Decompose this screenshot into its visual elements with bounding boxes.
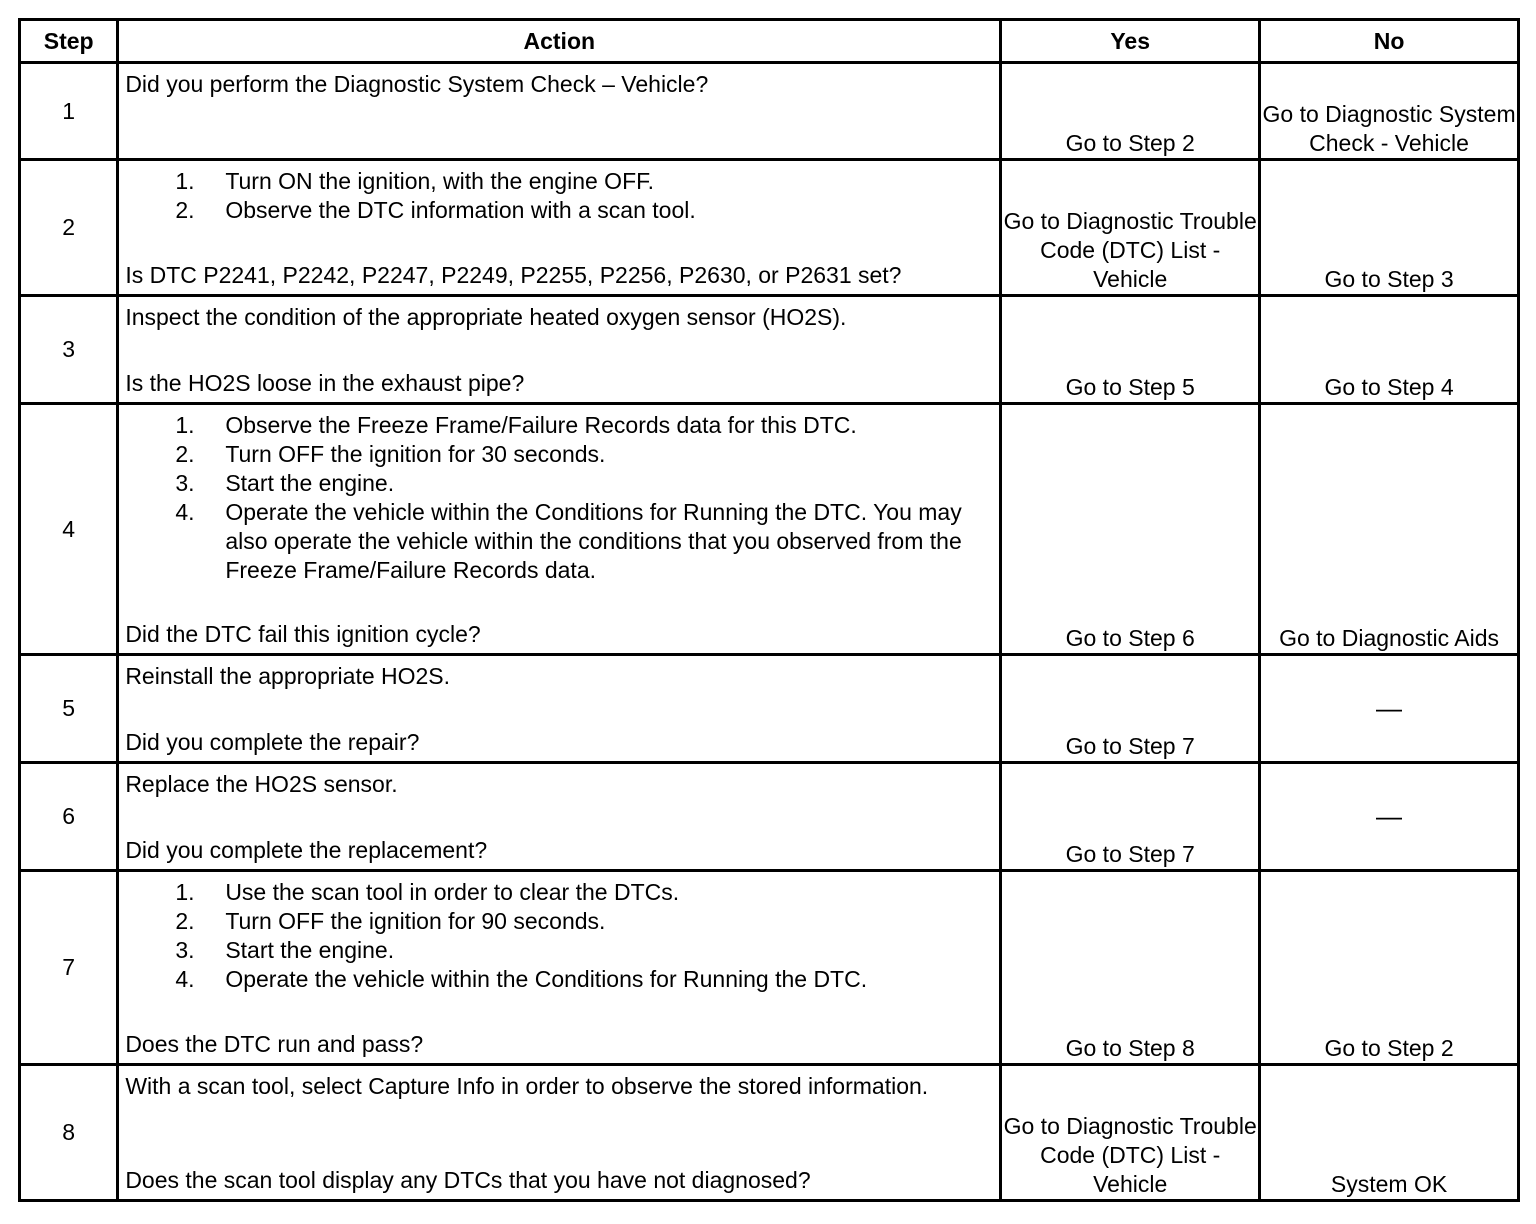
no-result: Go to Diagnostic Aids — [1260, 404, 1519, 655]
list-item-text: Operate the vehicle within the Conditions for Running the DTC. You may also operate the vehicle within the conditions that you observed from the Freeze Frame/Failure Records data. — [225, 499, 962, 583]
yes-result: Go to Step 7 — [1001, 763, 1260, 871]
table-body — [20, 63, 1519, 1201]
table-row — [20, 404, 1519, 655]
header-action: Action — [118, 20, 1001, 63]
action-list-item — [175, 167, 993, 196]
yes-result: Go to Step 5 — [1001, 296, 1260, 404]
action-cell — [118, 404, 1001, 655]
table-row — [20, 296, 1519, 404]
list-item-text: Start the engine. — [225, 937, 395, 963]
diagnostic-table — [18, 18, 1520, 1202]
action-list-item — [175, 498, 993, 585]
action-cell — [118, 296, 1001, 404]
action-cell — [118, 1065, 1001, 1201]
no-result: — — [1260, 763, 1519, 871]
list-item-text: Start the engine. — [225, 470, 395, 496]
step-number: 8 — [20, 1065, 118, 1201]
list-item-number: 2. — [175, 908, 195, 934]
list-item-number: 4. — [175, 966, 195, 992]
action-list — [125, 878, 993, 994]
action-question: Does the scan tool display any DTCs that you have not diagnosed? — [125, 1167, 811, 1193]
action-cell — [118, 63, 1001, 160]
action-question: Did you complete the replacement? — [125, 837, 488, 863]
action-cell — [118, 871, 1001, 1065]
table-row — [20, 763, 1519, 871]
list-item-number: 1. — [175, 168, 195, 194]
table-row — [20, 871, 1519, 1065]
header-step: Step — [20, 20, 118, 63]
yes-result: Go to Step 2 — [1001, 63, 1260, 160]
list-item-text: Observe the Freeze Frame/Failure Records data for this DTC. — [225, 412, 857, 438]
table-row — [20, 655, 1519, 763]
action-instruction: Did you perform the Diagnostic System Check – Vehicle? — [125, 71, 709, 97]
list-item-number: 3. — [175, 470, 195, 496]
list-item-text: Use the scan tool in order to clear the DTCs. — [225, 879, 680, 905]
action-list-item — [175, 411, 993, 440]
action-question: Is the HO2S loose in the exhaust pipe? — [125, 370, 525, 396]
header-row — [20, 20, 1519, 63]
action-question: Did you complete the repair? — [125, 729, 420, 755]
action-list-item — [175, 440, 993, 469]
list-item-number: 2. — [175, 441, 195, 467]
no-result: Go to Diagnostic System Check - Vehicle — [1260, 63, 1519, 160]
action-question: Is DTC P2241, P2242, P2247, P2249, P2255, P2256, P2630, or P2631 set? — [125, 262, 902, 288]
no-result: Go to Step 3 — [1260, 160, 1519, 296]
action-list-item — [175, 907, 993, 936]
action-list-item — [175, 878, 993, 907]
list-item-text: Turn OFF the ignition for 90 seconds. — [225, 908, 606, 934]
yes-result: Go to Step 8 — [1001, 871, 1260, 1065]
yes-result: Go to Step 7 — [1001, 655, 1260, 763]
list-item-text: Observe the DTC information with a scan tool. — [225, 197, 696, 223]
list-item-text: Turn OFF the ignition for 30 seconds. — [225, 441, 606, 467]
action-list-item — [175, 965, 993, 994]
list-item-text: Operate the vehicle within the Conditions for Running the DTC. — [225, 966, 868, 992]
no-result: System OK — [1260, 1065, 1519, 1201]
header-yes: Yes — [1001, 20, 1260, 63]
yes-result: Go to Diagnostic Trouble Code (DTC) List - Vehicle — [1001, 160, 1260, 296]
action-list — [125, 167, 993, 225]
table-row — [20, 160, 1519, 296]
action-list-item — [175, 469, 993, 498]
table-row — [20, 63, 1519, 160]
step-number: 7 — [20, 871, 118, 1065]
action-question: Does the DTC run and pass? — [125, 1031, 424, 1057]
action-list-item — [175, 936, 993, 965]
action-instruction: Replace the HO2S sensor. — [125, 771, 398, 797]
yes-result: Go to Diagnostic Trouble Code (DTC) List - Vehicle — [1001, 1065, 1260, 1201]
step-number: 5 — [20, 655, 118, 763]
list-item-number: 1. — [175, 412, 195, 438]
table-row — [20, 1065, 1519, 1201]
list-item-number: 2. — [175, 197, 195, 223]
action-instruction: With a scan tool, select Capture Info in order to observe the stored information. — [125, 1073, 929, 1099]
header-no: No — [1260, 20, 1519, 63]
action-instruction: Reinstall the appropriate HO2S. — [125, 663, 451, 689]
list-item-text: Turn ON the ignition, with the engine OFF. — [225, 168, 655, 194]
list-item-number: 1. — [175, 879, 195, 905]
list-item-number: 3. — [175, 937, 195, 963]
action-cell — [118, 763, 1001, 871]
step-number: 1 — [20, 63, 118, 160]
action-instruction: Inspect the condition of the appropriate heated oxygen sensor (HO2S). — [125, 304, 847, 330]
no-result: Go to Step 2 — [1260, 871, 1519, 1065]
action-list-item — [175, 196, 993, 225]
step-number: 6 — [20, 763, 118, 871]
action-list — [125, 411, 993, 585]
yes-result: Go to Step 6 — [1001, 404, 1260, 655]
step-number: 4 — [20, 404, 118, 655]
step-number: 3 — [20, 296, 118, 404]
action-cell — [118, 655, 1001, 763]
no-result: — — [1260, 655, 1519, 763]
action-cell — [118, 160, 1001, 296]
action-question: Did the DTC fail this ignition cycle? — [125, 621, 481, 647]
no-result: Go to Step 4 — [1260, 296, 1519, 404]
step-number: 2 — [20, 160, 118, 296]
list-item-number: 4. — [175, 499, 195, 525]
